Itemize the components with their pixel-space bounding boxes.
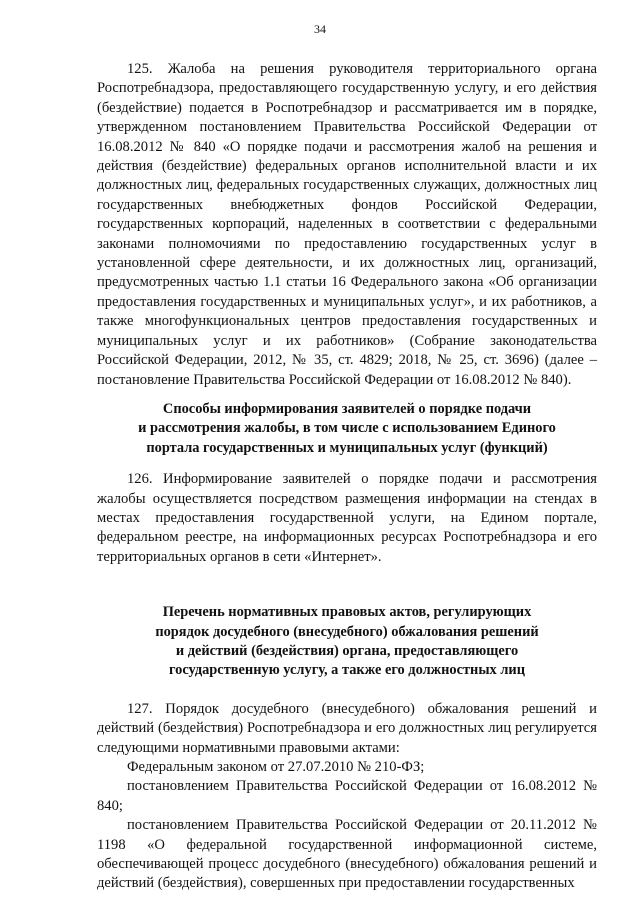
heading-line: и рассмотрения жалобы, в том числе с использованием Единого [138, 420, 556, 437]
heading-line: и действий (бездействия) органа, предоставляющего [175, 642, 519, 659]
heading-line: Перечень нормативных правовых актов, регулирующих [162, 604, 532, 621]
heading-line: порядок досудебного (внесудебного) обжалования решений [155, 623, 539, 640]
document-body [97, 60, 597, 894]
list-item: постановлением Правительства Российской Федерации от 20.11.2012 № 1198 «О федеральной государственной информационной системе, обеспечивающей процесс досудебного (внесудебного) обжалования решений и действий (бездействия), совершенных при предоставлении государственных [97, 817, 597, 892]
list-item: Федеральным законом от 27.07.2010 № 210-ФЗ; [127, 759, 425, 775]
section-heading-informing [97, 400, 597, 458]
paragraph-127: 127. Порядок досудебного (внесудебного) обжалования решений и действий (бездействия) Роспотребнадзора и его должностных лиц регулируется следующими нормативными правовыми актами: [97, 700, 597, 756]
list-item: постановлением Правительства Российской Федерации от 16.08.2012 № 840; [97, 778, 597, 814]
paragraph-126: 126. Информирование заявителей о порядке подачи и рассмотрения жалобы осуществляется посредством размещения информации на стендах в местах предоставления государственной услуги, на Едином портале, федеральном реестре, на информационных ресурсах Роспотребнадзора и его территориальных органов в сети «Интернет». [97, 471, 597, 565]
heading-line: государственную услугу, а также его должностных лиц [168, 662, 526, 679]
page-number: 34 [314, 22, 326, 36]
heading-line: портала государственных и муниципальных услуг (функций) [146, 439, 548, 456]
paragraph-125: 125. Жалоба на решения руководителя территориального органа Роспотребнадзора, предоставляющего государственную услугу, и его действия (бездействие) подается в Роспотребнадзор и рассматривается им в порядке, утвержденном постановлением Правительства Российской Федерации от 16.08.2012 № 840 «О порядке подачи и рассмотрения жалоб на решения и действия (бездействие) федеральных органов исполнительной власти и их должностных лиц, федеральных государственных служащих, должностных лиц государственных внебюджетных фондов Российской Федерации, государственных корпораций, наделенных в соответствии с федеральными законами полномочиями по предоставлению государственных услуг в установленной сфере деятельности, и их должностных лиц, организаций, предусмотренных частью 1.1 статьи 16 Федерального закона «Об организации предоставления государственных и муниципальных услуг», и их работников, а также многофункциональных центров предоставления государственных и муниципальных услуг и их работников» (Собрание законодательства Российской Федерации, 2012, № 35, ст. 4829; 2018, № 25, ст. 3696) (далее – постановление Правительства Российской Федерации от 16.08.2012 № 840). [97, 61, 597, 388]
section-heading-legal-acts [97, 603, 597, 681]
heading-line: Способы информирования заявителей о порядке подачи [162, 400, 532, 417]
